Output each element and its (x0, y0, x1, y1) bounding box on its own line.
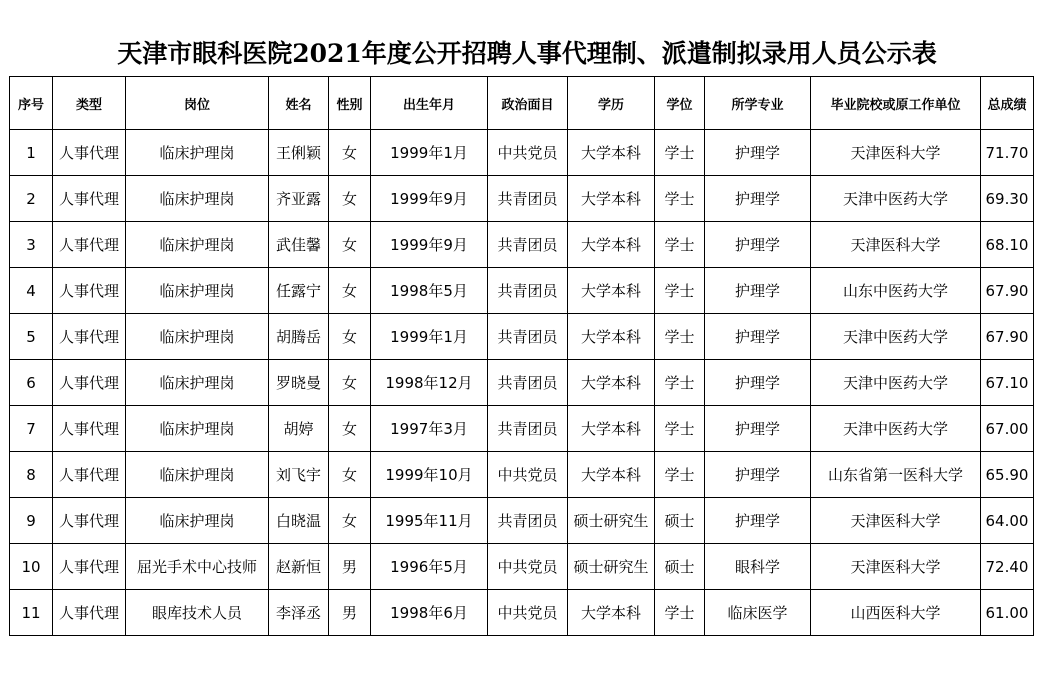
table-row (10, 222, 1034, 268)
cell-political: 中共党员 (488, 130, 568, 176)
cell-name: 刘飞宇 (269, 452, 329, 498)
cell-post: 临床护理岗 (126, 222, 269, 268)
cell-no: 10 (10, 544, 53, 590)
header-degree: 学位 (655, 77, 705, 130)
cell-birth: 1998年6月 (371, 590, 488, 636)
cell-major: 护理学 (705, 268, 811, 314)
cell-type: 人事代理 (53, 360, 126, 406)
cell-school: 天津医科大学 (811, 544, 981, 590)
cell-no: 6 (10, 360, 53, 406)
cell-major: 眼科学 (705, 544, 811, 590)
cell-education: 大学本科 (568, 268, 655, 314)
cell-political: 中共党员 (488, 452, 568, 498)
cell-type: 人事代理 (53, 130, 126, 176)
cell-major: 护理学 (705, 360, 811, 406)
cell-name: 王俐颖 (269, 130, 329, 176)
cell-name: 胡腾岳 (269, 314, 329, 360)
table-row (10, 590, 1034, 636)
cell-score: 67.10 (981, 360, 1034, 406)
cell-name: 齐亚露 (269, 176, 329, 222)
page-title: 天津市眼科医院2021年度公开招聘人事代理制、派遣制拟录用人员公示表 (117, 39, 937, 68)
cell-school: 山东中医药大学 (811, 268, 981, 314)
cell-type: 人事代理 (53, 314, 126, 360)
cell-birth: 1998年12月 (371, 360, 488, 406)
cell-no: 3 (10, 222, 53, 268)
cell-education: 大学本科 (568, 406, 655, 452)
cell-education: 大学本科 (568, 130, 655, 176)
cell-no: 11 (10, 590, 53, 636)
cell-post: 临床护理岗 (126, 130, 269, 176)
cell-school: 天津中医药大学 (811, 176, 981, 222)
cell-gender: 男 (329, 544, 371, 590)
cell-no: 5 (10, 314, 53, 360)
cell-education: 大学本科 (568, 222, 655, 268)
cell-political: 共青团员 (488, 360, 568, 406)
cell-school: 天津医科大学 (811, 498, 981, 544)
cell-education: 大学本科 (568, 314, 655, 360)
cell-birth: 1999年10月 (371, 452, 488, 498)
cell-gender: 女 (329, 406, 371, 452)
header-score: 总成绩 (981, 77, 1034, 130)
cell-name: 白晓温 (269, 498, 329, 544)
cell-political: 中共党员 (488, 590, 568, 636)
cell-education: 硕士研究生 (568, 498, 655, 544)
header-birth: 出生年月 (371, 77, 488, 130)
cell-degree: 学士 (655, 268, 705, 314)
cell-degree: 学士 (655, 590, 705, 636)
cell-birth: 1999年9月 (371, 222, 488, 268)
cell-name: 胡婷 (269, 406, 329, 452)
table-row (10, 268, 1034, 314)
cell-name: 赵新恒 (269, 544, 329, 590)
cell-school: 山西医科大学 (811, 590, 981, 636)
table-row (10, 360, 1034, 406)
cell-degree: 学士 (655, 314, 705, 360)
cell-no: 7 (10, 406, 53, 452)
cell-name: 李泽丞 (269, 590, 329, 636)
header-type: 类型 (53, 77, 126, 130)
cell-no: 1 (10, 130, 53, 176)
cell-major: 临床医学 (705, 590, 811, 636)
cell-birth: 1995年11月 (371, 498, 488, 544)
cell-degree: 硕士 (655, 544, 705, 590)
cell-score: 61.00 (981, 590, 1034, 636)
cell-score: 64.00 (981, 498, 1034, 544)
cell-school: 天津中医药大学 (811, 406, 981, 452)
cell-education: 硕士研究生 (568, 544, 655, 590)
cell-gender: 女 (329, 130, 371, 176)
cell-degree: 学士 (655, 176, 705, 222)
cell-gender: 女 (329, 360, 371, 406)
cell-political: 共青团员 (488, 222, 568, 268)
cell-name: 罗晓曼 (269, 360, 329, 406)
cell-type: 人事代理 (53, 176, 126, 222)
cell-education: 大学本科 (568, 176, 655, 222)
cell-political: 共青团员 (488, 498, 568, 544)
cell-no: 4 (10, 268, 53, 314)
cell-political: 共青团员 (488, 314, 568, 360)
cell-post: 屈光手术中心技师 (126, 544, 269, 590)
cell-major: 护理学 (705, 406, 811, 452)
cell-no: 2 (10, 176, 53, 222)
header-political: 政治面目 (488, 77, 568, 130)
cell-political: 中共党员 (488, 544, 568, 590)
cell-major: 护理学 (705, 314, 811, 360)
cell-political: 共青团员 (488, 268, 568, 314)
table-row (10, 406, 1034, 452)
cell-post: 临床护理岗 (126, 498, 269, 544)
cell-birth: 1997年3月 (371, 406, 488, 452)
table-row (10, 498, 1034, 544)
cell-name: 任露宁 (269, 268, 329, 314)
table-row (10, 130, 1034, 176)
cell-type: 人事代理 (53, 406, 126, 452)
cell-education: 大学本科 (568, 360, 655, 406)
cell-birth: 1996年5月 (371, 544, 488, 590)
cell-education: 大学本科 (568, 590, 655, 636)
table-row (10, 452, 1034, 498)
cell-school: 天津中医药大学 (811, 360, 981, 406)
cell-gender: 女 (329, 498, 371, 544)
cell-degree: 学士 (655, 452, 705, 498)
cell-degree: 学士 (655, 222, 705, 268)
cell-major: 护理学 (705, 498, 811, 544)
header-name: 姓名 (269, 77, 329, 130)
table-row (10, 544, 1034, 590)
cell-score: 72.40 (981, 544, 1034, 590)
cell-birth: 1999年1月 (371, 314, 488, 360)
cell-gender: 女 (329, 314, 371, 360)
cell-type: 人事代理 (53, 590, 126, 636)
header-gender: 性别 (329, 77, 371, 130)
cell-type: 人事代理 (53, 452, 126, 498)
cell-school: 山东省第一医科大学 (811, 452, 981, 498)
header-major: 所学专业 (705, 77, 811, 130)
header-school: 毕业院校或原工作单位 (811, 77, 981, 130)
cell-gender: 女 (329, 452, 371, 498)
cell-political: 共青团员 (488, 406, 568, 452)
cell-score: 71.70 (981, 130, 1034, 176)
cell-post: 临床护理岗 (126, 268, 269, 314)
header-education: 学历 (568, 77, 655, 130)
cell-score: 67.90 (981, 314, 1034, 360)
cell-post: 临床护理岗 (126, 452, 269, 498)
cell-name: 武佳馨 (269, 222, 329, 268)
cell-degree: 硕士 (655, 498, 705, 544)
cell-type: 人事代理 (53, 544, 126, 590)
cell-degree: 学士 (655, 406, 705, 452)
cell-gender: 女 (329, 222, 371, 268)
cell-gender: 女 (329, 176, 371, 222)
cell-birth: 1999年1月 (371, 130, 488, 176)
table-row (10, 314, 1034, 360)
cell-score: 68.10 (981, 222, 1034, 268)
table-row (10, 176, 1034, 222)
cell-post: 临床护理岗 (126, 176, 269, 222)
cell-birth: 1999年9月 (371, 176, 488, 222)
cell-major: 护理学 (705, 222, 811, 268)
cell-score: 67.00 (981, 406, 1034, 452)
cell-political: 共青团员 (488, 176, 568, 222)
cell-post: 临床护理岗 (126, 314, 269, 360)
cell-post: 临床护理岗 (126, 360, 269, 406)
cell-type: 人事代理 (53, 222, 126, 268)
header-post: 岗位 (126, 77, 269, 130)
cell-major: 护理学 (705, 452, 811, 498)
cell-degree: 学士 (655, 360, 705, 406)
cell-school: 天津医科大学 (811, 130, 981, 176)
cell-post: 临床护理岗 (126, 406, 269, 452)
cell-no: 8 (10, 452, 53, 498)
cell-birth: 1998年5月 (371, 268, 488, 314)
cell-major: 护理学 (705, 176, 811, 222)
cell-education: 大学本科 (568, 452, 655, 498)
cell-degree: 学士 (655, 130, 705, 176)
header-row (10, 77, 1034, 130)
cell-school: 天津医科大学 (811, 222, 981, 268)
header-no: 序号 (10, 77, 53, 130)
cell-gender: 男 (329, 590, 371, 636)
cell-score: 65.90 (981, 452, 1034, 498)
table-body (10, 130, 1034, 636)
cell-no: 9 (10, 498, 53, 544)
cell-score: 67.90 (981, 268, 1034, 314)
cell-type: 人事代理 (53, 268, 126, 314)
cell-type: 人事代理 (53, 498, 126, 544)
candidate-table (9, 76, 1034, 636)
cell-school: 天津中医药大学 (811, 314, 981, 360)
cell-post: 眼库技术人员 (126, 590, 269, 636)
cell-major: 护理学 (705, 130, 811, 176)
cell-score: 69.30 (981, 176, 1034, 222)
cell-gender: 女 (329, 268, 371, 314)
